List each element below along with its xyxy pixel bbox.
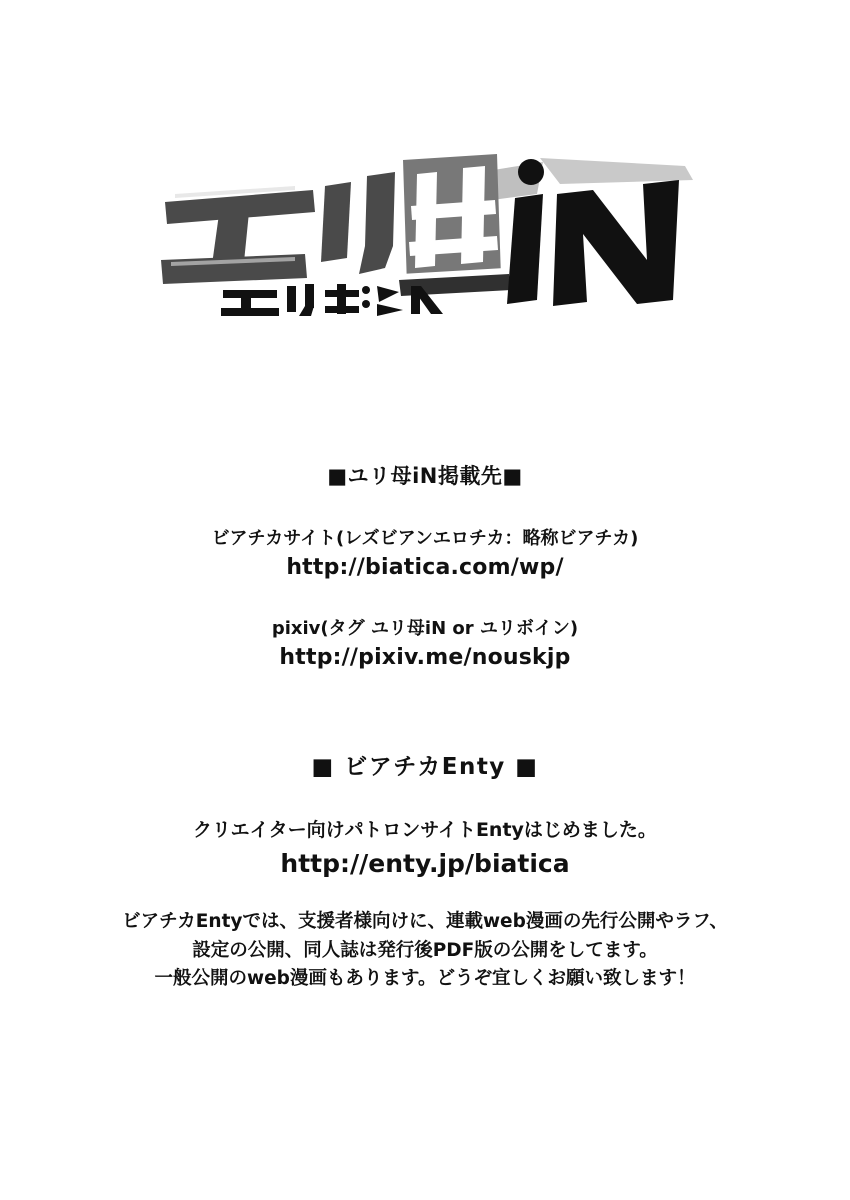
publication-section: [0, 460, 850, 670]
enty-url[interactable]: http://enty.jp/biatica: [280, 849, 570, 878]
pixiv-site-url[interactable]: http://pixiv.me/nouskjp: [279, 645, 571, 670]
enty-body: [0, 908, 850, 994]
enty-heading: ■ ビアチカEnty ■: [311, 754, 539, 780]
enty-body-line-1: ビアチカEntyでは、支援者様向けに、連載web漫画の先行公開やラフ、: [122, 911, 728, 932]
biatica-site-name: ビアチカサイト(レズビアンエロチカ：略称ビアチカ): [211, 528, 639, 549]
section-spacer: [0, 670, 850, 748]
document-content: [0, 460, 850, 994]
publication-heading: ■ユリ母iN掲載先■: [327, 464, 523, 488]
biatica-site-url[interactable]: http://biatica.com/wp/: [286, 555, 564, 580]
enty-body-line-2: 設定の公開、同人誌は発行後PDF版の公開をしてます。: [192, 939, 658, 961]
enty-lead-text: クリエイター向けパトロンサイトEntyはじめました。: [193, 819, 657, 841]
pixiv-site-name: pixiv(タグ ユリ母iN or ユリボイン): [271, 618, 579, 639]
logo-area: [0, 150, 850, 350]
enty-section: [0, 748, 850, 994]
title-logo: [145, 150, 705, 320]
enty-body-line-3: 一般公開のweb漫画もあります。どうぞ宜しくお願い致します！: [154, 968, 696, 990]
